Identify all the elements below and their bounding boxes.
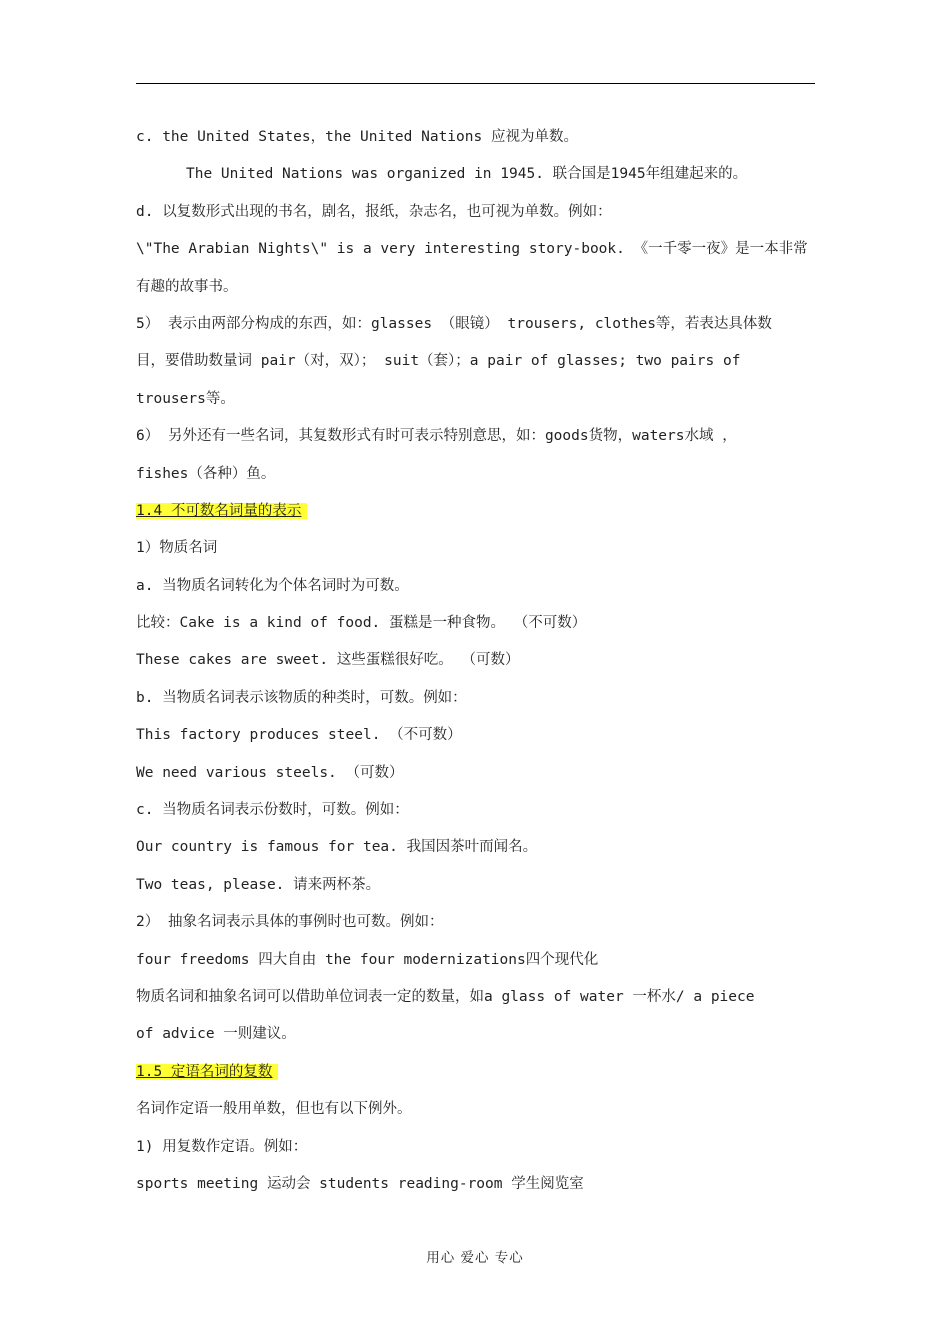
text-line: 名词作定语一般用单数，但也有以下例外。 (136, 1101, 412, 1118)
text-line: This factory produces steel. （不可数） (136, 727, 462, 744)
text-line: of advice 一则建议。 (136, 1026, 296, 1043)
text-line: fishes（各种）鱼。 (136, 465, 276, 482)
text-line: 1) 用复数作定语。例如： (136, 1138, 308, 1155)
text-line: 2） 抽象名词表示具体的事例时也可数。例如： (136, 914, 444, 931)
text-line: b. 当物质名词表示该物质的种类时，可数。例如： (136, 689, 467, 706)
text-line: 6） 另外还有一些名词，其复数形式有时可表示特别意思，如：goods货物，waters水域 ， (136, 428, 737, 445)
text-line: trousers等。 (136, 390, 235, 407)
text-line: sports meeting 运动会 students reading-room 学生阅览室 (136, 1175, 584, 1192)
text-line: c. the United States，the United Nations 应视为单数。 (136, 129, 578, 145)
text-line: a. 当物质名词转化为个体名词时为可数。 (136, 577, 409, 594)
text-line: 5） 表示由两部分构成的东西，如：glasses （眼镜） trousers, clothes等，若表达具体数 (136, 315, 772, 332)
text-line: 有趣的故事书。 (136, 278, 238, 295)
text-line: Two teas, please. 请来两杯茶。 (136, 876, 381, 893)
text-line: c. 当物质名词表示份数时，可数。例如： (136, 802, 409, 819)
section-heading-text: 1.4 不可数名词量的表示 (136, 503, 307, 519)
text-line: four freedoms 四大自由 the four modernizations四个现代化 (136, 951, 599, 968)
page-footer: 用心 爱心 专心 (426, 1250, 524, 1266)
text-line: 目，要借助数量词 pair（对，双）； suit（套）；a pair of glasses; two pairs of (136, 353, 741, 370)
section-heading-text: 1.5 定语名词的复数 (136, 1064, 278, 1080)
text-line: We need various steels. （可数） (136, 764, 404, 781)
header-rule (136, 83, 815, 84)
text-line: The United Nations was organized in 1945. 联合国是1945年组建起来的。 (186, 166, 748, 183)
document-body (136, 119, 816, 1203)
text-line: 1）物质名词 (136, 540, 218, 557)
text-line: d. 以复数形式出现的书名，剧名，报纸，杂志名，也可视为单数。例如： (136, 203, 612, 220)
text-line: \"The Arabian Nights\" is a very interesting story-book. 《一千零一夜》是一本非常 (136, 241, 808, 258)
text-line: 物质名词和抽象名词可以借助单位词表一定的数量，如a glass of water 一杯水/ a piece (136, 988, 755, 1005)
section-heading (136, 1054, 816, 1091)
text-line: 比较：Cake is a kind of food. 蛋糕是一种食物。 （不可数） (136, 615, 587, 632)
section-heading (136, 493, 816, 530)
text-line: These cakes are sweet. 这些蛋糕很好吃。 （可数） (136, 652, 520, 669)
text-line: Our country is famous for tea. 我国因茶叶而闻名。 (136, 839, 538, 856)
